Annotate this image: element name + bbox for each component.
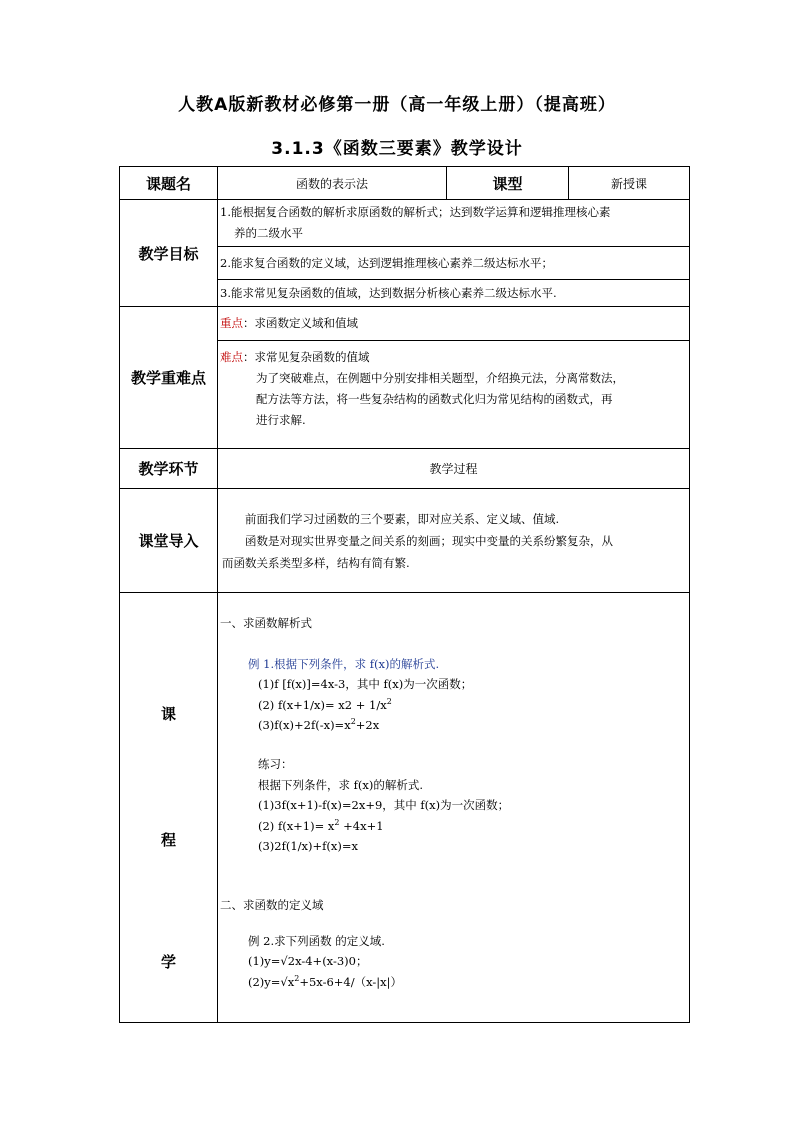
practice-item-2: (2) $f(x+1)= x^2 +4x+1$ <box>258 817 384 833</box>
section-2-title: 二、求函数的定义域 <box>220 897 324 912</box>
intro-content <box>218 489 690 593</box>
lesson-plan-table <box>119 166 690 1023</box>
example-1-item-1: (1)f [f(x)]=4x-3，其中 f(x)为一次函数； <box>258 677 473 692</box>
practice-lead: 根据下列条件，求 f(x)的解析式. <box>258 777 424 792</box>
practice-title: 练习： <box>258 756 293 771</box>
stage-label: 教学环节 <box>120 449 218 489</box>
intro-label: 课堂导入 <box>120 489 218 593</box>
example-1-title: 例 1.根据下列条件，求 f(x)的解析式. <box>248 656 440 671</box>
goal-item-3: 3.能求常见复杂函数的值域，达到数据分析核心素养二级达标水平. <box>218 280 690 307</box>
example-2-item-2: $(2)y=√x^2+5x-6+4/(x-|x|)$ <box>248 973 403 989</box>
goals-label: 教学目标 <box>120 200 218 307</box>
side-char-1: 课 <box>160 705 176 723</box>
key-text: ：求函数定义域和值域 <box>243 316 358 330</box>
key-tag: 重点 <box>220 316 243 330</box>
difficult-line-3: 进行求解. <box>256 413 306 427</box>
intro-line-1: 前面我们学习过函数的三个要素，即对应关系、定义域、值域. <box>245 511 560 526</box>
example-1-item-2: (2) $f(x+1/x)= x2 + 1/x^2$ <box>258 696 392 712</box>
practice-item-1: (1)3f(x+1)-f(x)=2x+9，其中 f(x)为一次函数； <box>258 798 510 813</box>
topic-value: 函数的表示法 <box>218 167 447 200</box>
document-subtitle: 3.1.3《函数三要素》教学设计 <box>271 139 523 159</box>
type-value: 新授课 <box>569 167 690 200</box>
stage-value: 教学过程 <box>218 449 690 489</box>
section-1-title: 一、求函数解析式 <box>220 616 312 630</box>
difficult-tag: 难点 <box>220 350 243 364</box>
key-point <box>218 307 690 341</box>
topic-row <box>120 167 690 200</box>
type-label: 课型 <box>447 167 569 200</box>
example-2-item-1: (1)y=√2x-4+(x-3)0； <box>248 954 368 969</box>
intro-line-2: 函数是对现实世界变量之间关系的刻画；现实中变量的关系纷繁复杂，从 <box>245 533 613 548</box>
side-char-2: 程 <box>160 831 176 849</box>
example-1-item-3: $(3)f(x)+2f(-x)=x^2+2x$ <box>258 717 380 733</box>
process-content <box>218 593 690 1023</box>
goal-item-1: 1.能根据复合函数的解析求原函数的解析式；达到数学运算和逻辑推理核心素 养的二级水平 <box>218 200 690 247</box>
difficult-point <box>218 341 690 449</box>
intro-line-3: 而函数关系类型多样，结构有简有繁. <box>222 555 410 570</box>
process-side-label <box>120 593 218 1023</box>
document-title: 人教A版新教材必修第一册（高一年级上册）（提高班） <box>178 95 616 115</box>
side-char-3: 学 <box>160 953 176 971</box>
keypoints-label: 教学重难点 <box>120 307 218 449</box>
difficult-line-1: 为了突破难点，在例题中分别安排相关题型，介绍换元法，分离常数法， <box>256 371 624 385</box>
example-2-title: 例 2.求下列函数 的定义域. <box>248 933 385 948</box>
difficult-text: ：求常见复杂函数的值域 <box>243 350 370 364</box>
topic-label: 课题名 <box>120 167 218 200</box>
goal-item-2: 2.能求复合函数的定义域，达到逻辑推理核心素养二级达标水平； <box>218 247 690 280</box>
difficult-line-2: 配方法等方法，将一些复杂结构的函数式化归为常见结构的函数式，再 <box>256 392 613 406</box>
practice-item-3: (3)2f(1/x)+f(x)=x <box>258 839 358 854</box>
